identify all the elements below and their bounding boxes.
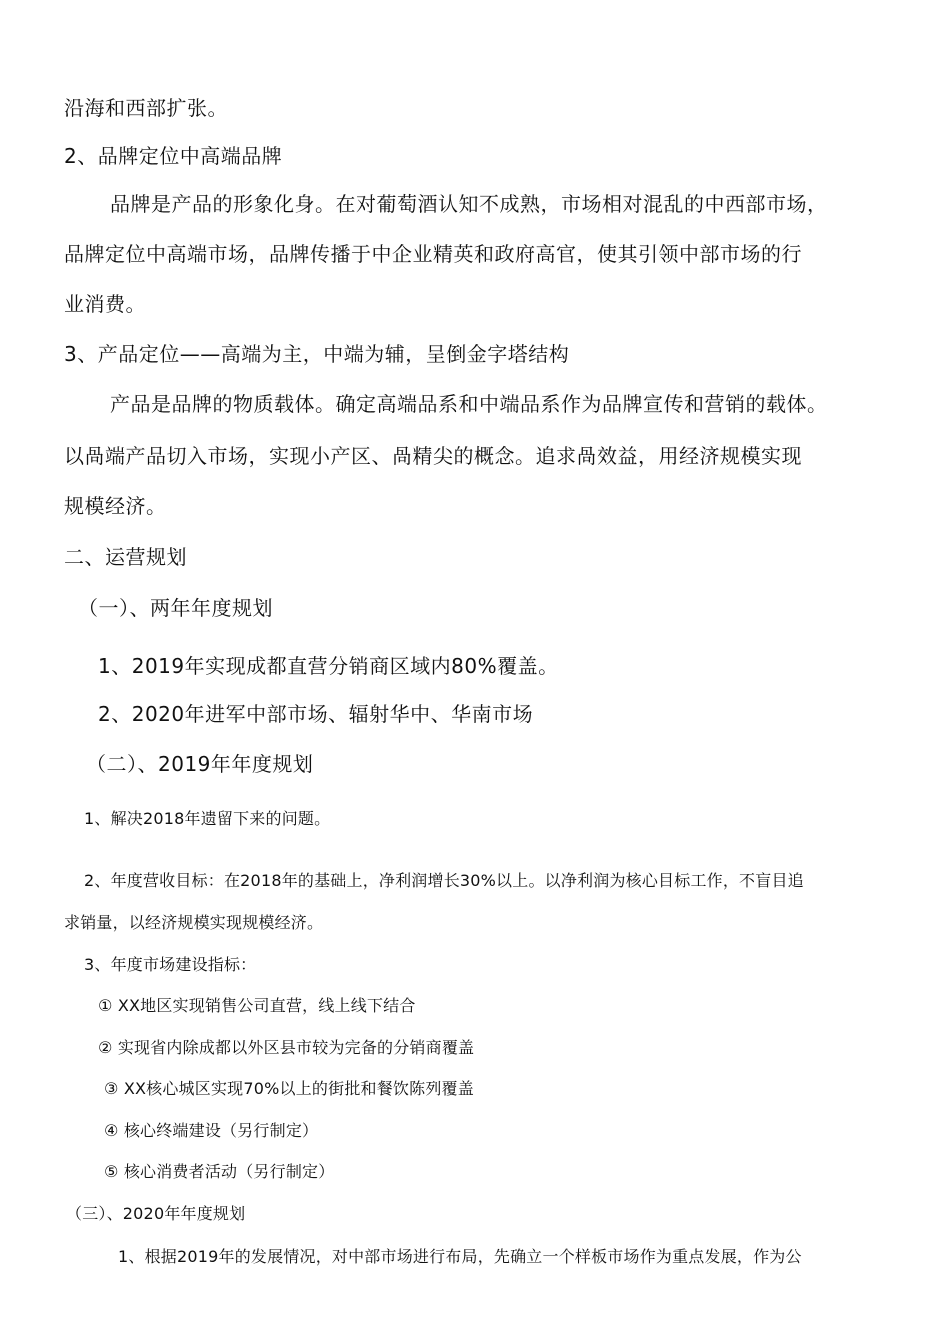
list-item: ③ XX核心城区实现70%以上的街批和餐饮陈列覆盖 [104, 1079, 474, 1098]
subsection-heading: （二）、2019年年度规划 [86, 752, 314, 776]
list-item: 2、2020年进军中部市场、辐射华中、华南市场 [98, 702, 534, 726]
paragraph-line: 求销量，以经济规模实现规模经济。 [64, 913, 324, 932]
list-item: ④ 核心终端建设（另行制定） [104, 1121, 319, 1140]
list-item: ⑤ 核心消费者活动（另行制定） [104, 1162, 335, 1181]
paragraph-line: 品牌是产品的形象化身。在对葡萄酒认知不成熟，市场相对混乱的中西部市场， [110, 192, 828, 216]
list-item: ② 实现省内除成都以外区县市较为完备的分销商覆盖 [98, 1038, 475, 1057]
section-heading: 3、产品定位——高端为主，中端为辅，呈倒金字塔结构 [64, 342, 570, 366]
paragraph-line: 品牌定位中高端市场，品牌传播于中企业精英和政府高官，使其引领中部市场的行 [64, 242, 802, 266]
paragraph-line: 以咼端产品切入市场，实现小产区、咼精尖的概念。追求咼效益，用经济规模实现 [64, 444, 802, 468]
list-item: 1、根据2019年的发展情况，对中部市场进行布局，先确立一个样板市场作为重点发展，作为公 [118, 1247, 802, 1266]
subsection-heading: （一）、两年年度规划 [78, 596, 273, 620]
section-heading: 2、品牌定位中高端品牌 [64, 144, 283, 168]
list-item: 2、年度营收目标：在2018年的基础上，净利润增长30%以上。以净利润为核心目标工作，不盲目追 [84, 871, 804, 890]
paragraph-line: 产品是品牌的物质载体。确定高端品系和中端品系作为品牌宣传和营销的载体。 [110, 392, 828, 416]
list-item: 1、解决2018年遗留下来的问题。 [84, 809, 331, 828]
list-item: 1、2019年实现成都直营分销商区域内80%覆盖。 [98, 654, 559, 678]
paragraph-line: 沿海和西部扩张。 [64, 96, 228, 120]
chapter-heading: 二、运营规划 [64, 545, 187, 569]
list-item: 3、年度市场建设指标： [84, 955, 257, 974]
subsection-heading: （三）、2020年年度规划 [66, 1204, 246, 1223]
paragraph-line: 规模经济。 [64, 494, 167, 518]
paragraph-line: 业消费。 [64, 292, 146, 316]
list-item: ① XX地区实现销售公司直营，线上线下结合 [98, 996, 416, 1015]
